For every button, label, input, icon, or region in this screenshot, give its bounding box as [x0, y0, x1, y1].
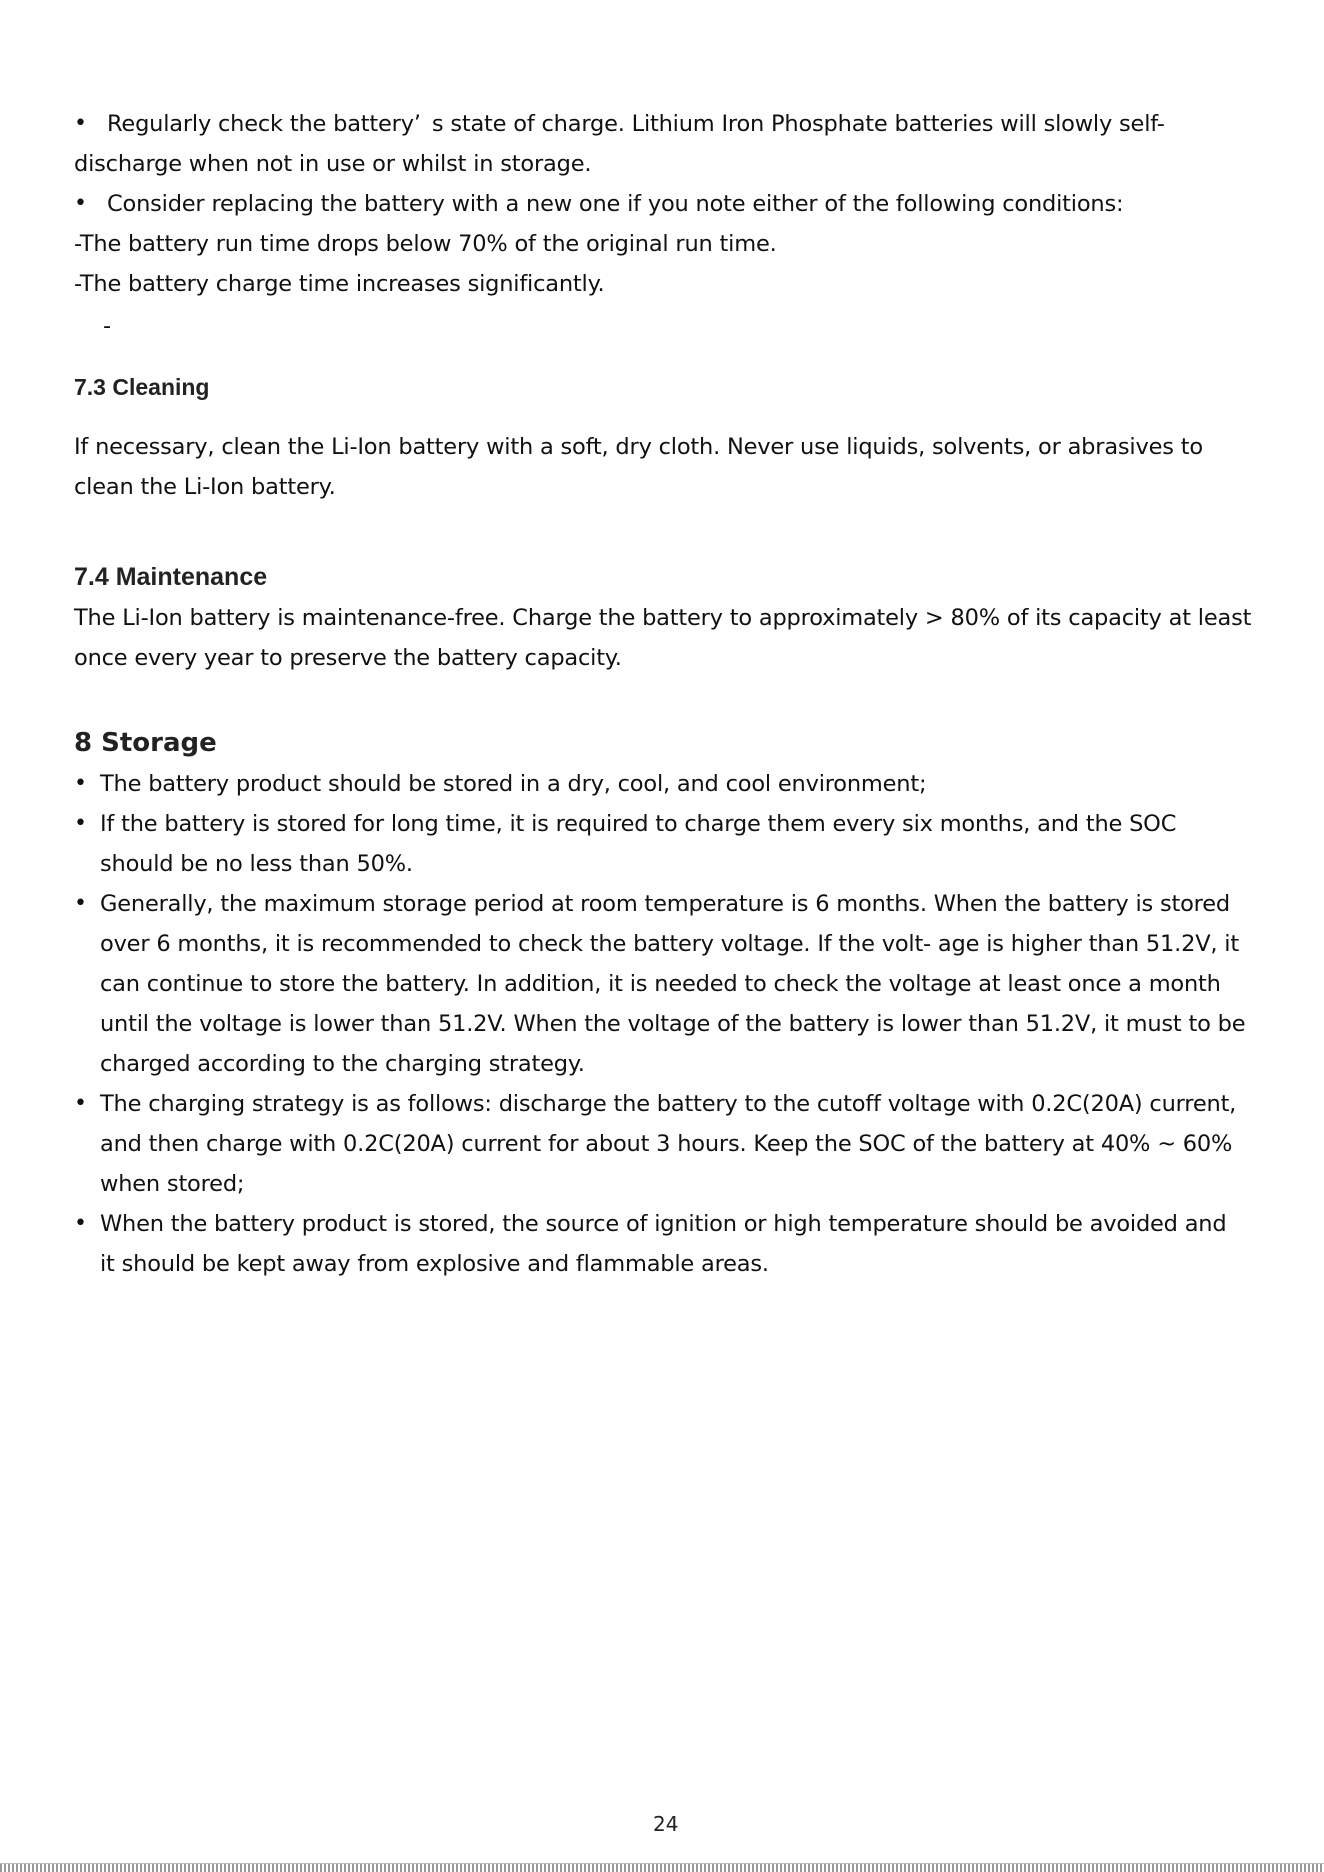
storage-bullet-4-line-1: The charging strategy is as follows: discharge the battery to the cutoff voltage with 0.2C(20A) current,	[100, 1091, 1237, 1117]
storage-bullet-3-line-4: until the voltage is lower than 51.2V. When the voltage of the battery is lower than 51.2V, it must to be	[100, 1011, 1246, 1037]
condition-1: -The battery run time drops below 70% of the original run time.	[74, 231, 777, 257]
section-heading-cleaning: 7.3 Cleaning	[74, 374, 210, 400]
bullet-marker: •	[74, 1211, 87, 1236]
intro-bullet-1-line-2: discharge when not in use or whilst in storage.	[74, 151, 592, 177]
bullet-marker: •	[74, 1091, 87, 1116]
section-heading-maintenance: 7.4 Maintenance	[74, 563, 268, 591]
storage-bullet-3-line-5: charged according to the charging strategy.	[100, 1051, 585, 1077]
maintenance-line-2: once every year to preserve the battery capacity.	[74, 645, 622, 671]
bullet-marker: •	[74, 771, 87, 796]
intro-bullet-1-line-1: Regularly check the battery’ s state of charge. Lithium Iron Phosphate batteries will slowly self-	[107, 111, 1165, 137]
storage-bullet-1-line-1: The battery product should be stored in a dry, cool, and cool environment;	[100, 771, 927, 797]
bullet-marker: •	[74, 811, 87, 836]
page-bottom-edge	[0, 1863, 1324, 1872]
cleaning-line-2: clean the Li-Ion battery.	[74, 474, 336, 500]
bullet-marker: •	[74, 191, 87, 216]
storage-bullet-3-line-3: can continue to store the battery. In addition, it is needed to check the voltage at least once a month	[100, 971, 1221, 997]
condition-2: -The battery charge time increases significantly.	[74, 271, 605, 297]
stray-dash: -	[103, 313, 111, 339]
storage-bullet-2-line-1: If the battery is stored for long time, it is required to charge them every six months, and the SOC	[100, 811, 1177, 837]
storage-bullet-4-line-2: and then charge with 0.2C(20A) current for about 3 hours. Keep the SOC of the battery at 40% ~ 60%	[100, 1131, 1233, 1157]
storage-bullet-3-line-1: Generally, the maximum storage period at room temperature is 6 months. When the battery is stored	[100, 891, 1230, 917]
section-heading-storage: 8 Storage	[74, 728, 217, 758]
storage-bullet-4-line-3: when stored;	[100, 1171, 245, 1197]
storage-bullet-5-line-2: it should be kept away from explosive and flammable areas.	[100, 1251, 769, 1277]
maintenance-line-1: The Li-Ion battery is maintenance-free. Charge the battery to approximately > 80% of its capacity at least	[74, 605, 1252, 631]
cleaning-line-1: If necessary, clean the Li-Ion battery with a soft, dry cloth. Never use liquids, solvents, or abrasives to	[74, 434, 1203, 460]
bullet-marker: •	[74, 891, 87, 916]
intro-bullet-2-line-1: Consider replacing the battery with a new one if you note either of the following conditions:	[107, 191, 1124, 217]
storage-bullet-5-line-1: When the battery product is stored, the source of ignition or high temperature should be avoided and	[100, 1211, 1227, 1237]
bullet-marker: •	[74, 111, 87, 136]
storage-bullet-2-line-2: should be no less than 50%.	[100, 851, 413, 877]
storage-bullet-3-line-2: over 6 months, it is recommended to check the battery voltage. If the volt- age is higher than 51.2V, it	[100, 931, 1239, 957]
page-number: 24	[653, 1812, 679, 1836]
